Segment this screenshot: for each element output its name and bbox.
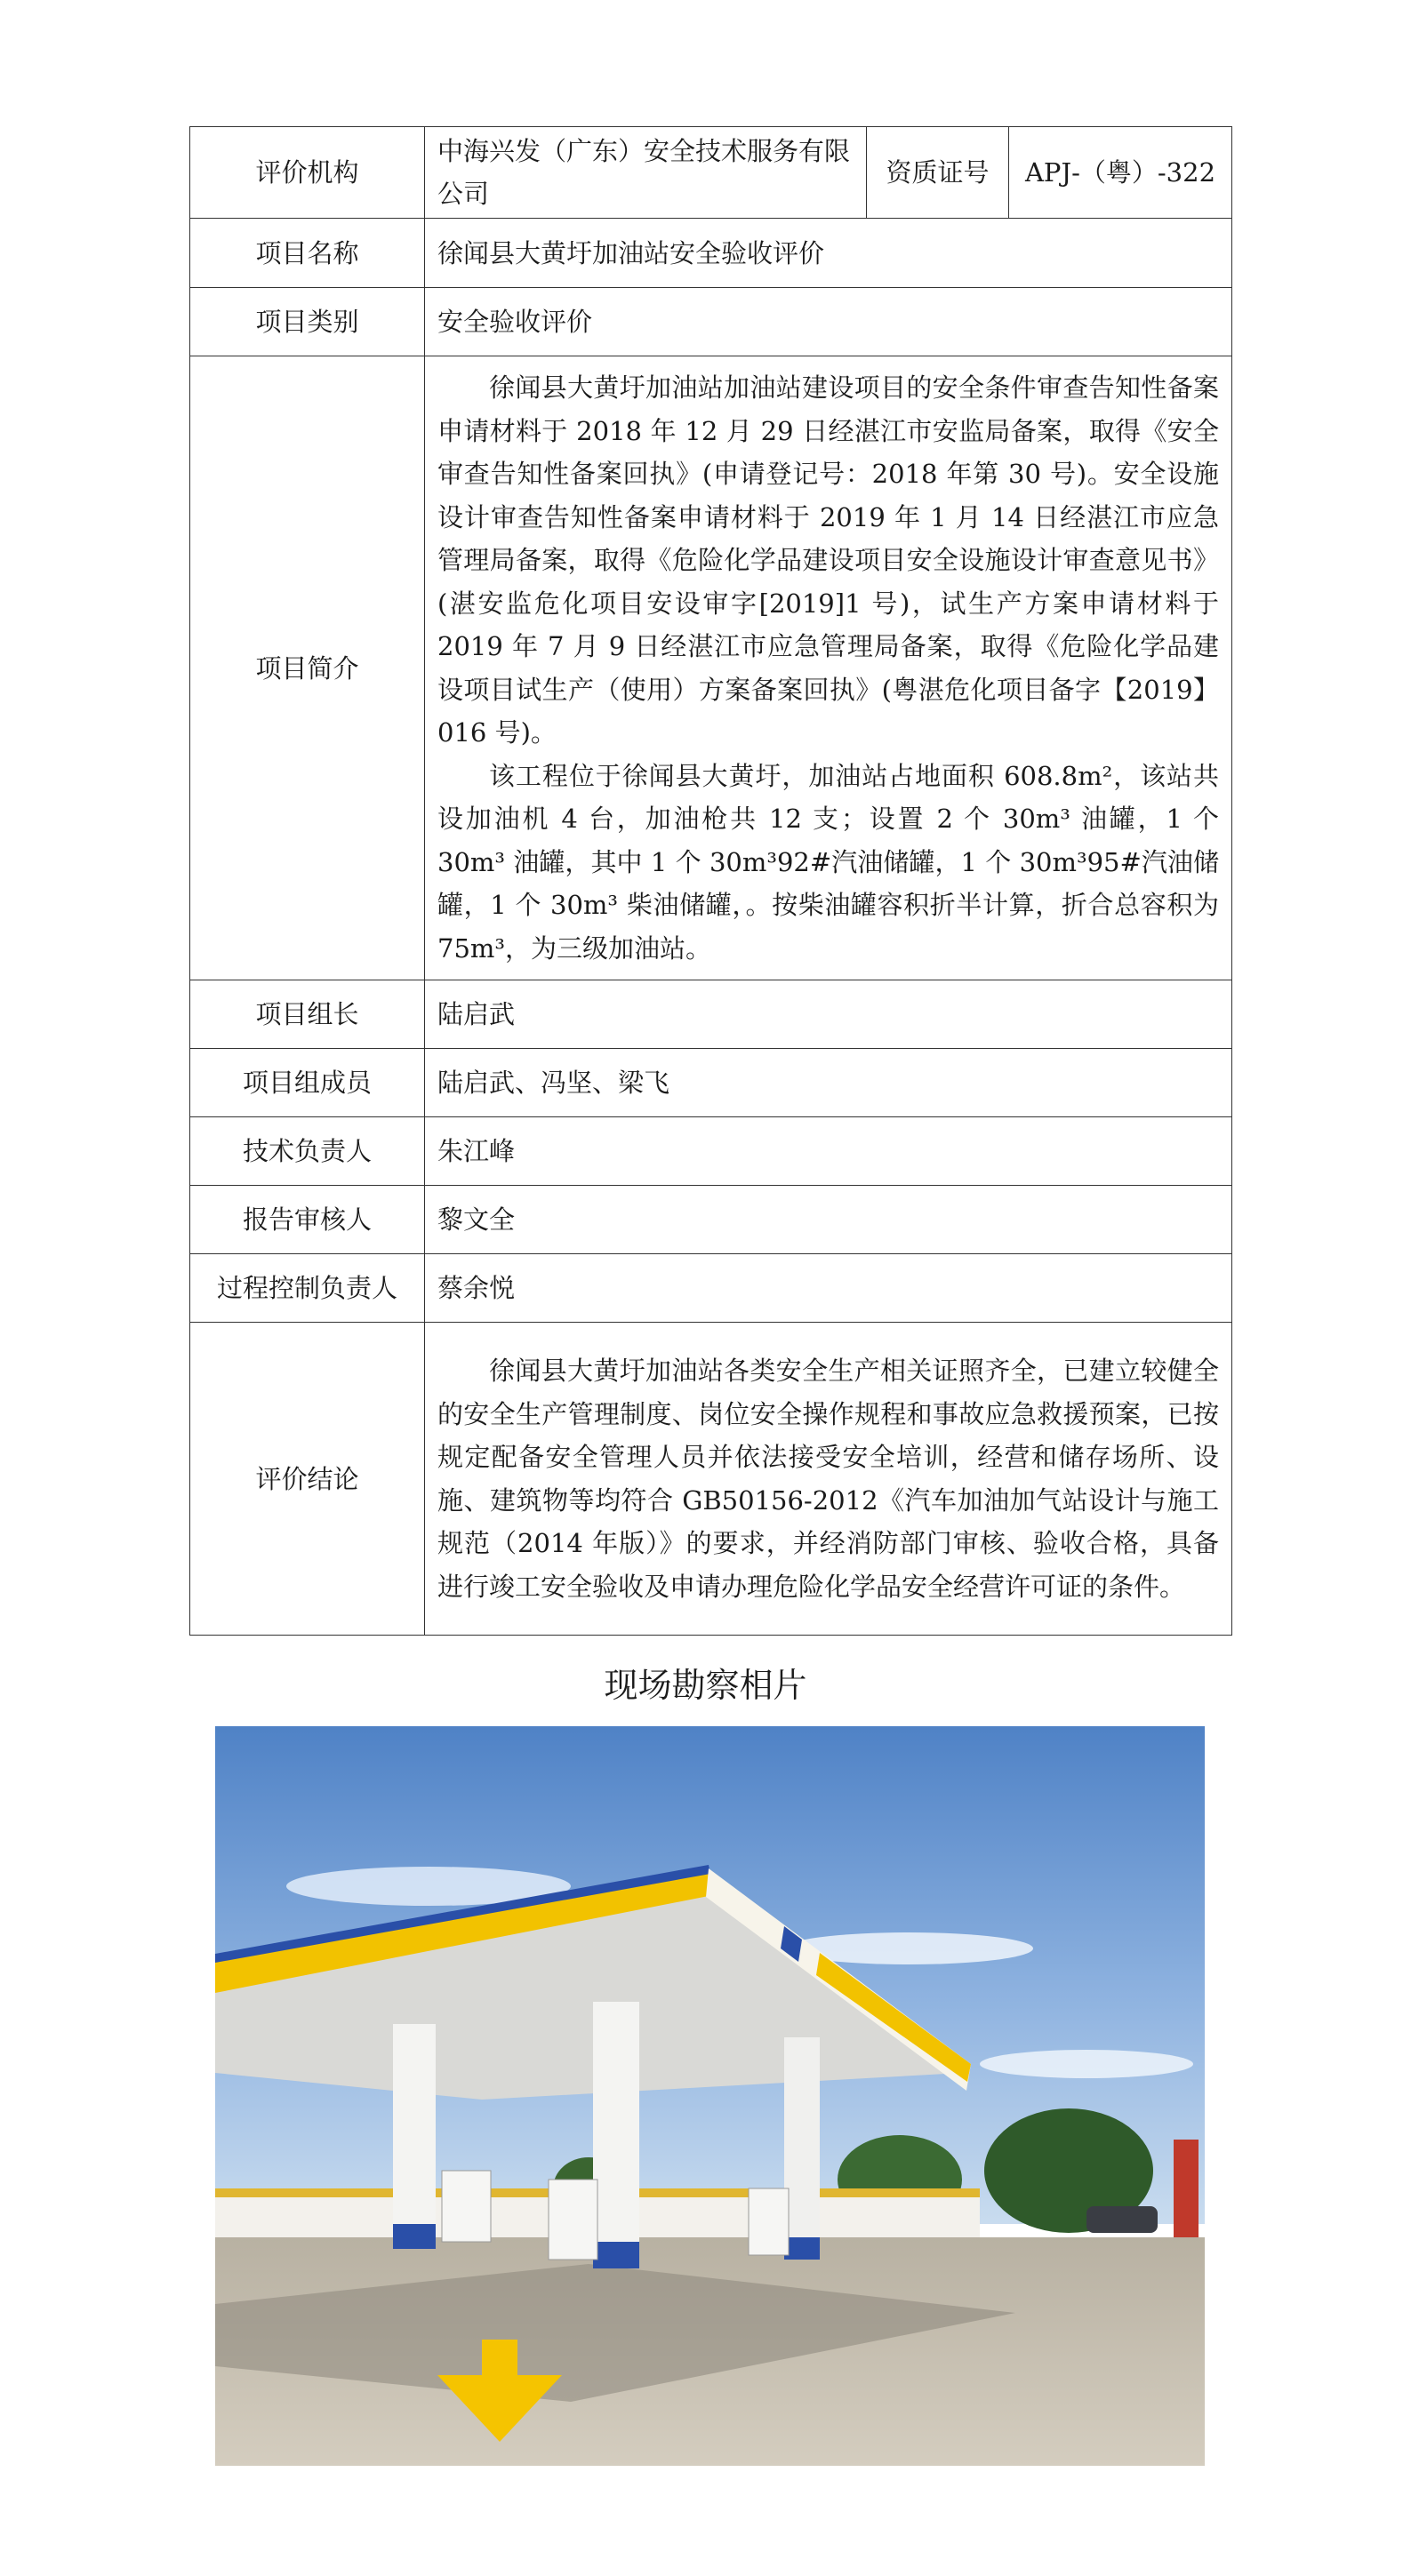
row-reviewer <box>190 1186 1232 1254</box>
fuel-pump <box>442 2171 491 2242</box>
project-name-label: 项目名称 <box>190 219 425 288</box>
intro-value <box>425 356 1232 980</box>
row-project-type <box>190 288 1232 356</box>
fuel-pump <box>749 2188 789 2255</box>
pillar-base <box>393 2224 436 2249</box>
cloud <box>980 2050 1193 2078</box>
org-value: 中海兴发（广东）安全技术服务有限公司 <box>425 127 867 219</box>
intro-paragraph-2: 该工程位于徐闻县大黄圩，加油站占地面积 608.8m²，该站共设加油机 4 台，加油枪共 12 支；设置 2 个 30m³ 油罐，1 个 30m³ 油罐，其中 1 个 30m³92#汽油储罐，1 个 30m³95#汽油储罐，1 个 30m³ 柴油储罐，。按柴油罐容积折半计算，折合总容积为 75m³，为三级加油站。 <box>437 760 1219 964</box>
price-sign <box>1174 2140 1199 2237</box>
members-value: 陆启武、冯坚、梁飞 <box>425 1049 1232 1117</box>
conclusion-value <box>425 1323 1232 1636</box>
org-label: 评价机构 <box>190 127 425 219</box>
project-type-label: 项目类别 <box>190 288 425 356</box>
intro-paragraph-1: 徐闻县大黄圩加油站加油站建设项目的安全条件审查告知性备案申请材料于 2018 年 12 月 29 日经湛江市安监局备案，取得《安全审查告知性备案回执》(申请登记号：2018 年第 30 号)。安全设施设计审查告知性备案申请材料于 2019 年 1 月 14 日经湛江市应急管理局备案，取得《危险化学品建设项目安全设施设计审查意见书》(湛安监危化项目安设审字[2019]1 号)，试生产方案申请材料于 2019 年 7 月 9 日经湛江市应急管理局备案，取得《危险化学品建设项目试生产（使用）方案备案回执》(粤湛危化项目备字【2019】016 号)。 <box>437 372 1219 748</box>
pillar <box>784 2037 820 2260</box>
pillar-base <box>784 2237 820 2260</box>
pillar <box>593 2002 639 2268</box>
row-process <box>190 1254 1232 1323</box>
row-tech <box>190 1117 1232 1186</box>
project-name-value: 徐闻县大黄圩加油站安全验收评价 <box>425 219 1232 288</box>
tech-label: 技术负责人 <box>190 1117 425 1186</box>
project-type-value: 安全验收评价 <box>425 288 1232 356</box>
reviewer-value: 黎文全 <box>425 1186 1232 1254</box>
members-label: 项目组成员 <box>190 1049 425 1117</box>
pillar <box>393 2024 436 2246</box>
row-project-name <box>190 219 1232 288</box>
row-conclusion <box>190 1323 1232 1636</box>
reviewer-label: 报告审核人 <box>190 1186 425 1254</box>
photo-section-title: 现场勘察相片 <box>604 1666 807 1705</box>
row-project-intro <box>190 356 1232 980</box>
fuel-pump <box>549 2180 597 2260</box>
intro-label: 项目简介 <box>190 356 425 980</box>
parked-car <box>1086 2206 1158 2233</box>
cert-value: APJ-（粤）-322 <box>1009 127 1232 219</box>
leader-label: 项目组长 <box>190 980 425 1049</box>
row-members <box>190 1049 1232 1117</box>
row-org <box>190 127 1232 219</box>
pillar-base <box>593 2242 639 2268</box>
conclusion-paragraph: 徐闻县大黄圩加油站各类安全生产相关证照齐全，已建立较健全的安全生产管理制度、岗位安全操作规程和事故应急救援预案，已按规定配备安全管理人员并依法接受安全培训，经营和储存场所、设施、建筑物等均符合 GB50156-2012《汽车加油加气站设计与施工规范（2014 年版）》的要求，并经消防部门审核、验收合格，具备进行竣工安全验收及申请办理危险化学品安全经营许可证的条件。 <box>437 1356 1219 1602</box>
row-leader <box>190 980 1232 1049</box>
gas-station-illustration <box>215 1726 1205 2466</box>
leader-value: 陆启武 <box>425 980 1232 1049</box>
conclusion-label: 评价结论 <box>190 1323 425 1636</box>
site-photo <box>215 1726 1205 2466</box>
process-label: 过程控制负责人 <box>190 1254 425 1323</box>
cert-label: 资质证号 <box>867 127 1009 219</box>
tech-value: 朱江峰 <box>425 1117 1232 1186</box>
evaluation-info-table <box>189 126 1232 1636</box>
process-value: 蔡余悦 <box>425 1254 1232 1323</box>
